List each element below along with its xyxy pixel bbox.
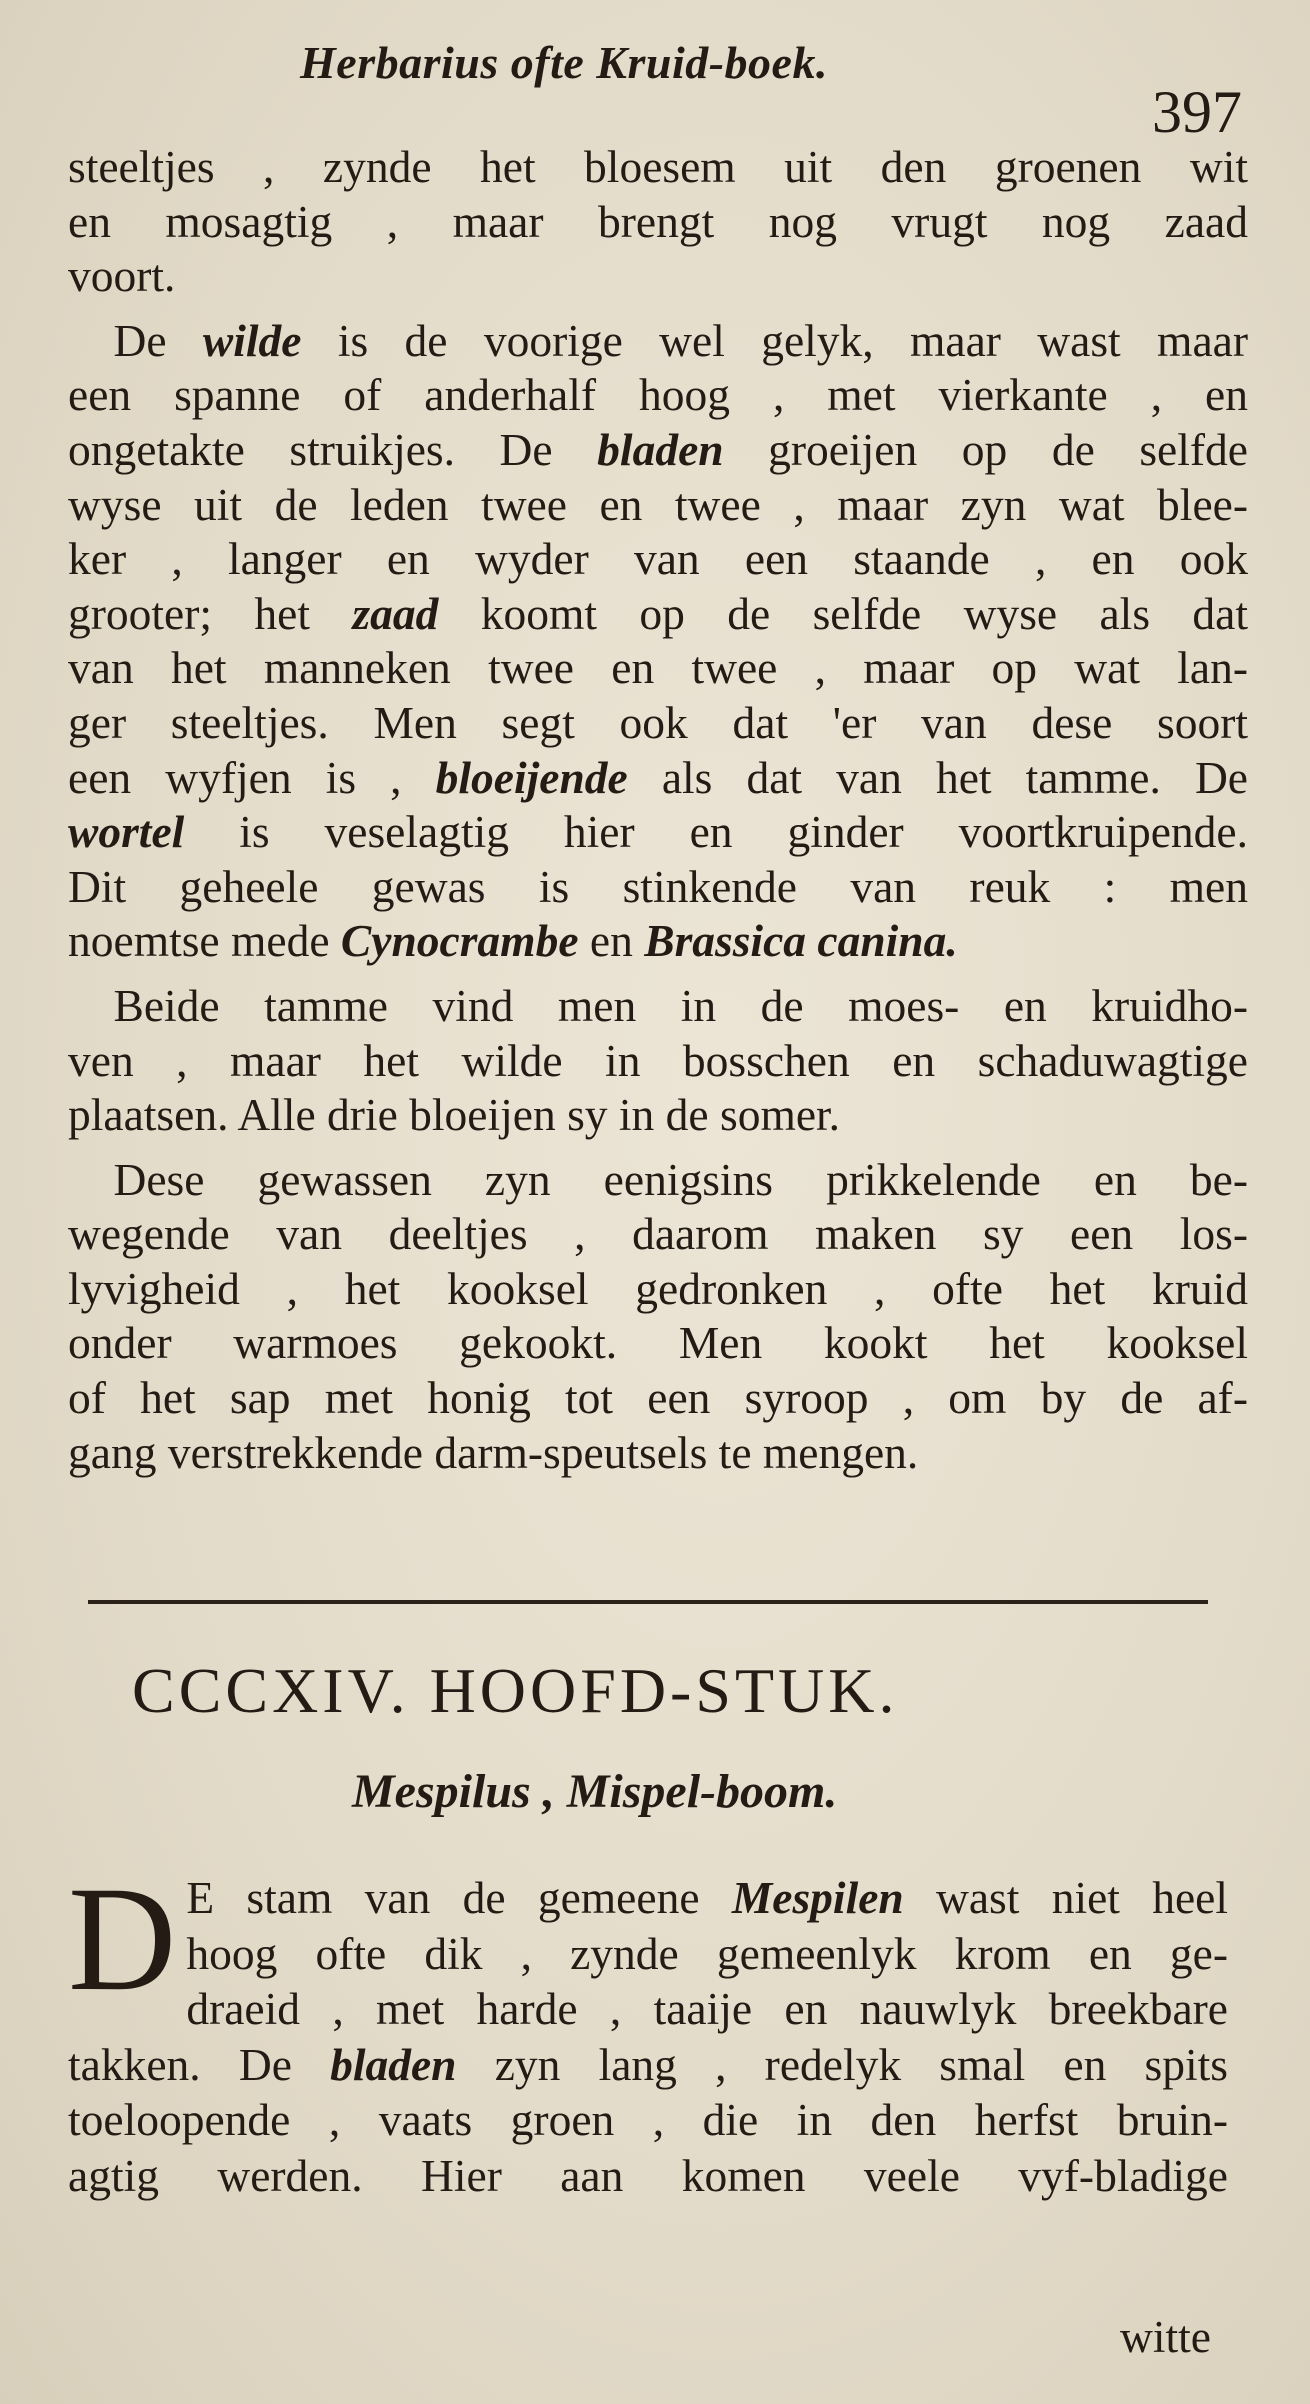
paragraph-1-line-2: en mosagtig , maar brengt nog vrugt nog zaad [68,195,1248,247]
italic-term-zaad: zaad [352,587,439,639]
text-span: ongetakte struikjes. De [68,423,598,475]
drop-cap: D [68,1856,177,2022]
text-span: wast niet heel [903,1872,1228,1923]
paragraph-3-line-1 [68,979,1248,1034]
paragraph-2-line-1 [68,314,1248,369]
chapter-line-3: draeid , met harde , taaije en nauwlyk breekbare [186,1983,1228,2034]
chapter-line-5: toeloopende , vaats groen , die in den herfst bruin- [68,2094,1228,2145]
text-span: noemtse mede [68,915,341,967]
chapter-line-6: agtig werden. Hier aan komen veele vyf-bladige [68,2149,1228,2201]
text-span: De [113,314,203,366]
paragraph-2-line-9 [68,751,1248,806]
text-span: zyn lang , redelyk smal en spits [456,2038,1228,2090]
text-span: E stam van de gemeene [186,1872,732,1923]
paragraph-4-line-1 [68,1153,1248,1208]
chapter-line-2: hoog ofte dik , zynde gemeenlyk krom en ge- [186,1927,1228,1979]
paragraph-1-line-1: steeltjes , zynde het bloesem uit den groenen wit [68,141,1248,192]
paragraph-4-line-5: of het sap met honig tot een syroop , om by de af- [68,1372,1248,1424]
italic-term-bloeijende: bloeijende [435,751,628,803]
paragraph-2-line-5: ker , langer en wyder van een staande , en ook [68,533,1248,585]
paragraph-2-line-6 [68,587,1248,642]
italic-term-cynocrambe: Cynocrambe [340,915,579,967]
paragraph-4-line-2: wegende van deeltjes , daarom maken sy een los- [68,1208,1248,1260]
chapter-line-4 [68,2037,1228,2093]
italic-term-bladen: bladen [597,423,724,475]
italic-term-wortel: wortel [68,806,185,858]
paragraph-2-line-11: Dit geheele gewas is stinkende van reuk : men [68,860,1248,912]
paragraph-3-line-2: ven , maar het wilde in bosschen en schaduwagtige [68,1034,1248,1086]
italic-term-bladen: bladen [330,2038,457,2090]
text-span: een wyfjen is , [68,751,436,803]
text-span: als dat van het tamme. De [627,751,1249,803]
paragraph-2-line-2: een spanne of anderhalf hoog , met vierkante , en [68,369,1248,421]
text-span: Dese gewassen zyn eenigsins prikkelende en be- [113,1153,1248,1205]
upper-text-block [68,140,1248,1480]
paragraph-4-line-3: lyvigheid , het kooksel gedronken , ofte het kruid [68,1262,1248,1314]
text-span: koomt op de selfde wyse als dat [438,587,1248,639]
paragraph-2-line-10 [68,805,1248,860]
paragraph-2-line-7: van het manneken twee en twee , maar op wat lan- [68,642,1248,694]
paragraph-2-line-12 [68,914,1248,969]
text-span: grooter; het [68,587,353,639]
running-title: Herbarius ofte Kruid-boek. [300,37,828,88]
chapter-line-1 [68,1870,1228,1926]
text-span: Beide tamme vind men in de moes- en kruidho- [113,979,1248,1031]
italic-term-mespilen: Mespilen [731,1872,904,1923]
text-span: takken. De [68,2038,331,2090]
text-span: en [578,915,645,967]
text-span: is veselagtig hier en ginder voortkruipende. [184,806,1248,858]
paragraph-2-line-3 [68,423,1248,478]
italic-term-wilde: wilde [202,314,302,366]
paragraph-2-line-8: ger steeltjes. Men segt ook dat 'er van dese soort [68,696,1248,748]
paragraph-4-line-4: onder warmoes gekookt. Men kookt het kooksel [68,1317,1248,1369]
chapter-heading: CCCXIV. HOOFD-STUK. [132,1655,899,1726]
chapter-text-block [68,1856,1228,2203]
page-number: 397 [1152,79,1242,145]
paragraph-4-line-6: gang verstrekkende darm-speutsels te mengen. [68,1426,919,1478]
paragraph-2-line-4: wyse uit de leden twee en twee , maar zyn wat blee- [68,478,1248,530]
paragraph-3-line-3: plaatsen. Alle drie bloeijen sy in de somer. [68,1089,841,1141]
text-span: groeijen op de selfde [723,423,1248,475]
paragraph-1-line-3: voort. [68,250,176,302]
italic-term-brassica: Brassica canina. [644,915,958,967]
section-divider [88,1600,1208,1604]
catchword: witte [1120,2311,1211,2362]
chapter-subtitle: Mespilus , Mispel-boom. [352,1765,838,1818]
text-span: is de voorige wel gelyk, maar wast maar [301,314,1248,366]
